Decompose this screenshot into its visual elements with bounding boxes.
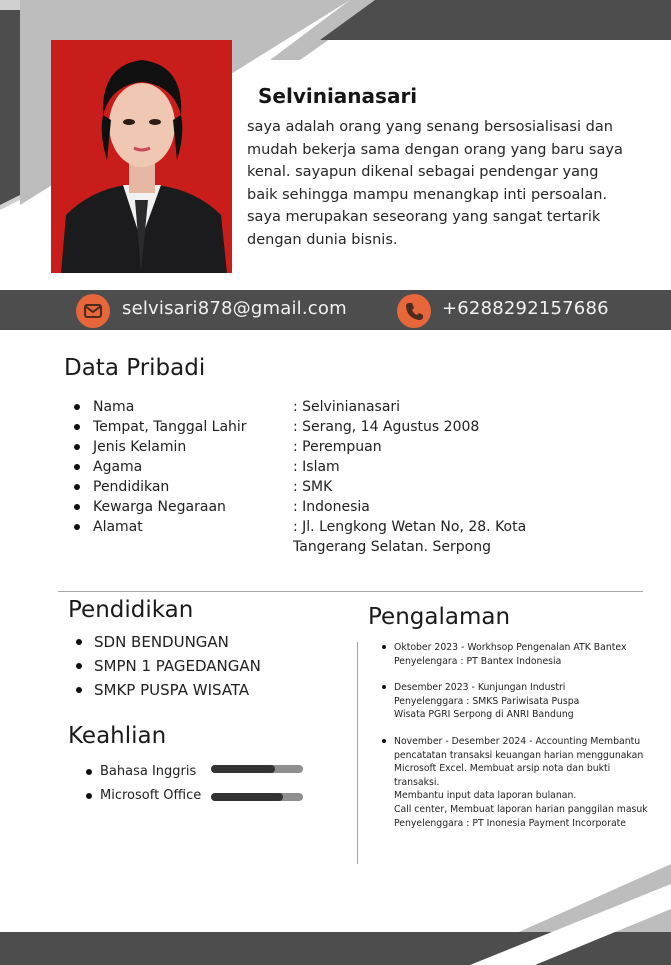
profile-line: saya adalah orang yang senang bersosialisasi dan (247, 119, 613, 135)
list-item: Nama : Selvinianasari (74, 397, 634, 417)
list-item: Kewarga Negaraan : Indonesia (74, 497, 634, 517)
list-item: Pendidikan : SMK (74, 477, 634, 497)
phone-text: +6288292157686 (442, 298, 609, 319)
experience-list (382, 641, 652, 830)
list-item: Jenis Kelamin : Perempuan (74, 437, 634, 457)
profile-line: saya merupakan seseorang yang sangat tertarik (247, 209, 601, 225)
list-item: Bahasa Inggris (86, 762, 201, 786)
list-item: SMKP PUSPA WISATA (76, 678, 261, 702)
skill-bar (211, 793, 303, 801)
skills-list (86, 762, 201, 810)
list-item: Microsoft Office (86, 786, 201, 810)
profile-line: mudah bekerja sama dengan orang yang baru saya (247, 141, 623, 158)
mail-icon (76, 294, 110, 328)
column-divider (357, 642, 358, 864)
personal-heading: Data Pribadi (64, 355, 206, 381)
list-item: Agama : Islam (74, 457, 634, 477)
education-heading: Pendidikan (68, 597, 194, 623)
list-item: Desember 2023 - Kunjungan Industri Penyelenggara : SMKS Pariwisata Puspa Wisata PGRI Serpong di ANRI Bandung (382, 681, 652, 722)
candidate-name: Selvinianasari (258, 84, 418, 108)
skill-bar-fill (211, 765, 275, 773)
skills-heading: Keahlian (68, 723, 167, 749)
phone-icon (397, 294, 431, 328)
list-item: Oktober 2023 - Workhsop Pengenalan ATK Bantex Penyelengara : PT Bantex Indonesia (382, 641, 652, 668)
profile-line: dengan dunia bisnis. (247, 231, 398, 248)
personal-data-list (74, 397, 634, 557)
list-item: November - Desember 2024 - Accounting Membantu pencatatan transaksi keuangan harian menggunakan Microsoft Excel. Membuat arsip nota dan bukti transaksi. Membantu input data laporan bulanan. Call center, Membuat laporan harian panggilan masuk Penyelenggara : PT Inonesia Payment Incorporate (382, 735, 652, 830)
list-item: Alamat : Jl. Lengkong Wetan No, 28. Kota Tangerang Selatan. Serpong (74, 517, 634, 557)
footer-decoration (0, 864, 671, 965)
skill-bar (211, 765, 303, 773)
list-item: SMPN 1 PAGEDANGAN (76, 654, 261, 678)
profile-photo (51, 40, 232, 273)
skill-bar-fill (211, 793, 283, 801)
profile-line: kenal. sayapun dikenal sebagai pendengar yang (247, 164, 599, 180)
profile-summary (247, 116, 632, 251)
list-item: SDN BENDUNGAN (76, 630, 261, 654)
email-text: selvisari878@gmail.com (122, 298, 347, 319)
section-divider (58, 591, 643, 592)
profile-line: baik sehingga mampu menangkap inti persoalan. (247, 186, 608, 203)
education-list (76, 630, 261, 702)
experience-heading: Pengalaman (368, 604, 511, 630)
list-item: Tempat, Tanggal Lahir : Serang, 14 Agustus 2008 (74, 417, 634, 437)
